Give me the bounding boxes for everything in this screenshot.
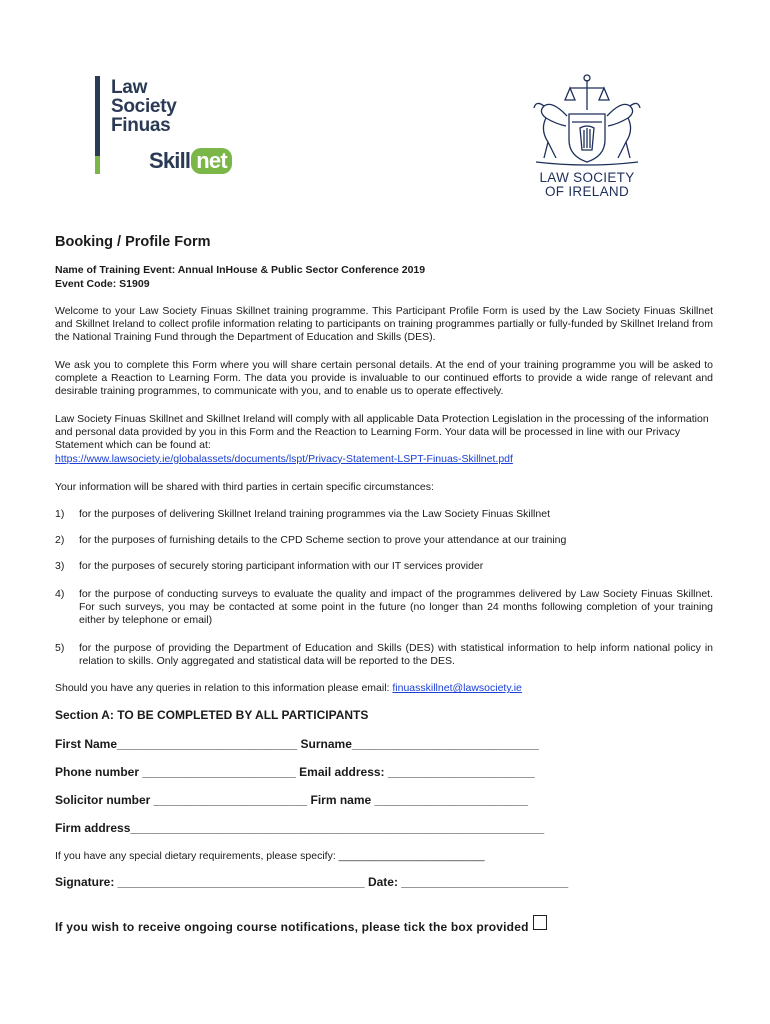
shared-intro: Your information will be shared with third parties in certain specific circumstances: — [55, 481, 434, 493]
notifications-text: If you wish to receive ongoing course notifications, please tick the box provided — [55, 920, 529, 934]
notifications-line — [55, 915, 547, 934]
ask-paragraph: We ask you to complete this Form where you will share certain personal details. At the end of your training programme you will be asked to complete a Reaction to Learning Form. The data you provide is invaluable to our continued efforts to provide a wide range of relevant and desirable training programmes, to communicate with you, and to enable us to operate effectively. — [55, 359, 713, 398]
crest-text-line1: LAW SOCIETY — [539, 170, 635, 185]
queries-text: Should you have any queries in relation to this information please email: — [55, 682, 393, 694]
logo-word-society: Society — [111, 96, 177, 117]
list-item — [55, 560, 713, 573]
crest-icon — [522, 70, 652, 168]
phone-email-fields[interactable]: Phone number _______________________ Email address: ______________________ — [55, 765, 535, 779]
event-name: Name of Training Event: Annual InHouse & Public Sector Conference 2019 — [55, 264, 426, 276]
privacy-text: Law Society Finuas Skillnet and Skillnet Ireland will comply with all applicable Data Protection Legislation in the processing of the information and personal data provided by you in this Form and the Reaction to Learning Form. Your data will be processed in line with our Privacy Statement which can be found at: — [55, 413, 709, 452]
notifications-checkbox[interactable] — [533, 915, 547, 930]
crest-text-line2: OF IRELAND — [544, 184, 629, 199]
queries-email-link[interactable]: finuasskillnet@lawsociety.ie — [392, 682, 522, 694]
logo-word-finuas: Finuas — [111, 115, 171, 136]
list-item-text: for the purpose of conducting surveys to evaluate the quality and impact of the programmes delivered by Law Society Finuas Skillnet. For such surveys, you may be contacted at some point in the future (no longer than 24 months following completion of your training either by telephone or email) — [79, 588, 713, 627]
list-item — [55, 588, 713, 628]
law-society-of-ireland-crest — [522, 70, 652, 198]
list-item-text: for the purpose of providing the Department of Education and Skills (DES) with statistical information to help inform national policy in relation to skills. Only aggregated and statistical data will be reported to the DES. — [79, 642, 713, 668]
solicitor-firm-fields[interactable]: Solicitor number _______________________ Firm name _______________________ — [55, 793, 529, 807]
list-item-number: 1) — [55, 508, 65, 520]
list-item-number: 3) — [55, 560, 65, 572]
queries-line — [55, 682, 713, 695]
list-item-number: 5) — [55, 642, 65, 654]
skillnet-net: net — [191, 148, 232, 174]
list-item — [55, 534, 713, 547]
list-item-text: for the purposes of furnishing details to the CPD Scheme section to prove your attendance at our training — [79, 534, 567, 546]
welcome-paragraph: Welcome to your Law Society Finuas Skillnet training programme. This Participant Profile Form is used by the Law Society Finuas Skillnet and Skillnet Ireland to collect profile information relating to participants on training programmes partially or fully-funded by Skillnet Ireland from the National Training Fund through the Department of Education and Skills (DES). — [55, 305, 713, 344]
skillnet-skill: Skill — [149, 148, 191, 173]
privacy-statement-link[interactable]: https://www.lawsociety.ie/globalassets/documents/lspt/Privacy-Statement-LSPT-Finuas-Skillnet.pdf — [55, 452, 513, 465]
logo-bar-accent — [95, 156, 100, 174]
section-a-heading: Section A: TO BE COMPLETED BY ALL PARTICIPANTS — [55, 708, 369, 722]
form-title: Booking / Profile Form — [55, 234, 211, 250]
first-name-surname-fields[interactable]: First Name___________________________ Surname____________________________ — [55, 737, 539, 751]
event-code: Event Code: S1909 — [55, 278, 150, 290]
list-item-number: 4) — [55, 588, 65, 600]
logo-word-law: Law — [111, 77, 148, 98]
law-society-finuas-skillnet-logo — [92, 74, 252, 184]
list-item — [55, 508, 713, 521]
firm-address-field[interactable]: Firm address______________________________________________________________ — [55, 821, 545, 835]
list-item — [55, 642, 713, 668]
privacy-paragraph — [55, 413, 713, 466]
skillnet-logo — [149, 148, 232, 174]
dietary-requirements-field[interactable]: If you have any special dietary requirements, please specify: _________________________ — [55, 850, 485, 862]
list-item-text: for the purposes of securely storing participant information with our IT services provider — [79, 560, 484, 572]
list-item-number: 2) — [55, 534, 65, 546]
list-item-text: for the purposes of delivering Skillnet Ireland training programmes via the Law Society Finuas Skillnet — [79, 508, 550, 520]
signature-date-fields[interactable]: Signature: _____________________________________ Date: _________________________ — [55, 875, 569, 889]
